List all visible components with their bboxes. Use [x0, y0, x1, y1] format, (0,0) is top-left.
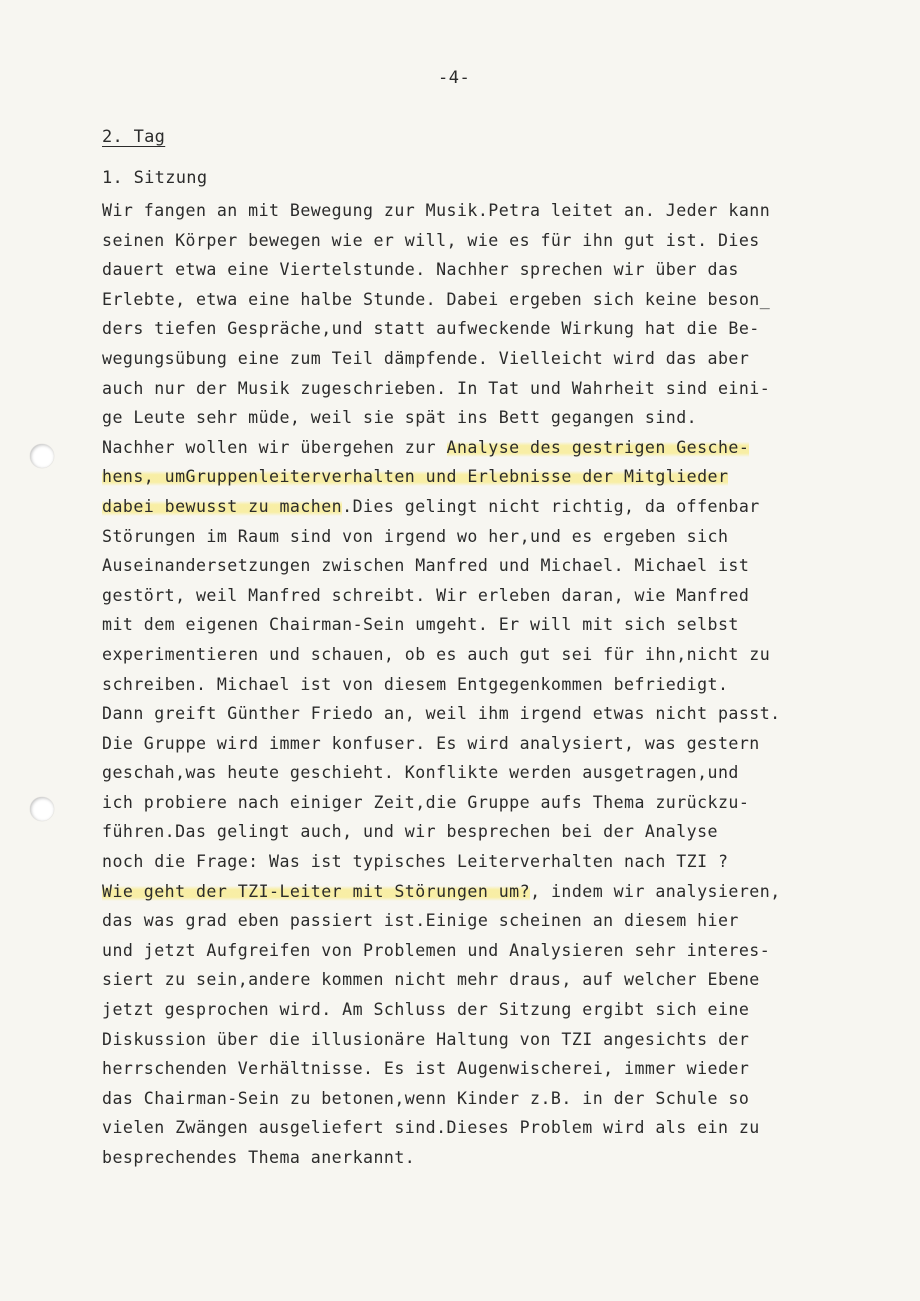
line-text: Dann greift Günther Friedo an, weil ihm irgend etwas nicht passt. [102, 704, 781, 724]
text-line [102, 196, 842, 226]
text-line [102, 492, 842, 522]
text-line [102, 758, 842, 788]
text-line [102, 1054, 842, 1084]
line-text: Die Gruppe wird immer konfuser. Es wird analysiert, was gestern [102, 733, 760, 753]
line-text: Diskussion über die illusionäre Haltung von TZI angesichts der [102, 1029, 750, 1049]
line-text-after: , indem wir analysieren, [530, 881, 781, 901]
line-text: vielen Zwängen ausgeliefert sind.Dieses Problem wird als ein zu [102, 1118, 760, 1138]
line-text: besprechendes Thema anerkannt. [102, 1148, 416, 1167]
line-text: dauert etwa eine Viertelstunde. Nachher sprechen wir über das [102, 260, 739, 280]
line-text: herrschenden Verhältnisse. Es ist Augenwischerei, immer wieder [102, 1059, 750, 1079]
text-line [102, 1113, 842, 1143]
highlighted-text: dabei bewusst zu machen [102, 496, 343, 516]
highlighted-text: hens, umGruppenleiterverhalten und Erlebnisse der Mitglieder [102, 467, 729, 487]
text-line [102, 699, 842, 729]
line-text: mit dem eigenen Chairman-Sein umgeht. Er will mit sich selbst [102, 615, 739, 635]
punch-hole-bottom [30, 797, 54, 821]
line-text: Nachher wollen wir übergehen zur [102, 437, 447, 457]
day-heading: 2. Tag [102, 127, 166, 147]
line-text: jetzt gesprochen wird. Am Schluss der Sitzung ergibt sich eine [102, 1000, 750, 1020]
line-text: geschah,was heute geschieht. Konflikte werden ausgetragen,und [102, 763, 739, 783]
line-text: das was grad eben passiert ist.Einige scheinen an diesem hier [102, 911, 739, 931]
text-line [102, 1025, 842, 1055]
text-line [102, 1143, 842, 1173]
line-text: noch die Frage: Was ist typisches Leiterverhalten nach TZI ? [102, 852, 729, 872]
line-text: führen.Das gelingt auch, und wir besprechen bei der Analyse [102, 822, 718, 842]
punch-hole-top [30, 444, 54, 468]
text-line [102, 344, 842, 374]
text-line [102, 551, 842, 581]
body-text [102, 196, 842, 1173]
text-line [102, 522, 842, 552]
text-line [102, 374, 842, 404]
line-text: Erlebte, etwa eine halbe Stunde. Dabei ergeben sich keine beson_ [102, 289, 771, 309]
line-text: Wir fangen an mit Bewegung zur Musik.Petra leitet an. Jeder kann [102, 201, 771, 220]
line-text: gestört, weil Manfred schreibt. Wir erleben daran, wie Manfred [102, 585, 750, 605]
line-text: Auseinandersetzungen zwischen Manfred und Michael. Michael ist [102, 556, 750, 576]
line-text-after: .Dies gelingt nicht richtig, da offenbar [342, 496, 760, 516]
line-text: Störungen im Raum sind von irgend wo her,und es ergeben sich [102, 526, 729, 546]
text-line [102, 314, 842, 344]
text-line [102, 906, 842, 936]
text-line [102, 610, 842, 640]
line-text: seinen Körper bewegen wie er will, wie es für ihn gut ist. Dies [102, 230, 760, 250]
text-line [102, 226, 842, 256]
text-line [102, 936, 842, 966]
text-line [102, 847, 842, 877]
line-text: das Chairman-Sein zu betonen,wenn Kinder z.B. in der Schule so [102, 1088, 750, 1108]
line-text: ge Leute sehr müde, weil sie spät ins Bett gegangen sind. [102, 408, 698, 428]
page-number: -4- [438, 68, 471, 88]
line-text: auch nur der Musik zugeschrieben. In Tat und Wahrheit sind eini- [102, 378, 771, 398]
text-line [102, 670, 842, 700]
line-text: wegungsübung eine zum Teil dämpfende. Vielleicht wird das aber [102, 348, 750, 368]
text-line [102, 433, 842, 463]
text-line [102, 965, 842, 995]
text-line [102, 403, 842, 433]
text-line [102, 817, 842, 847]
line-text: und jetzt Aufgreifen von Problemen und Analysieren sehr interes- [102, 940, 771, 960]
text-line [102, 995, 842, 1025]
text-line [102, 729, 842, 759]
line-text: schreiben. Michael ist von diesem Entgegenkommen befriedigt. [102, 674, 729, 694]
session-heading: 1. Sitzung [102, 168, 208, 188]
text-line [102, 285, 842, 315]
text-line [102, 788, 842, 818]
line-text: experimentieren und schauen, ob es auch gut sei für ihn,nicht zu [102, 644, 771, 664]
highlighted-text: Analyse des gestrigen Gesche- [446, 437, 750, 457]
line-text: siert zu sein,andere kommen nicht mehr draus, auf welcher Ebene [102, 970, 760, 990]
text-line [102, 462, 842, 492]
line-text: ich probiere nach einiger Zeit,die Gruppe aufs Thema zurückzu- [102, 792, 750, 812]
text-line [102, 581, 842, 611]
text-line [102, 1084, 842, 1114]
text-line [102, 877, 842, 907]
text-line [102, 640, 842, 670]
line-text: ders tiefen Gespräche,und statt aufweckende Wirkung hat die Be- [102, 319, 760, 339]
highlighted-text: Wie geht der TZI-Leiter mit Störungen um? [102, 881, 531, 901]
text-line [102, 255, 842, 285]
